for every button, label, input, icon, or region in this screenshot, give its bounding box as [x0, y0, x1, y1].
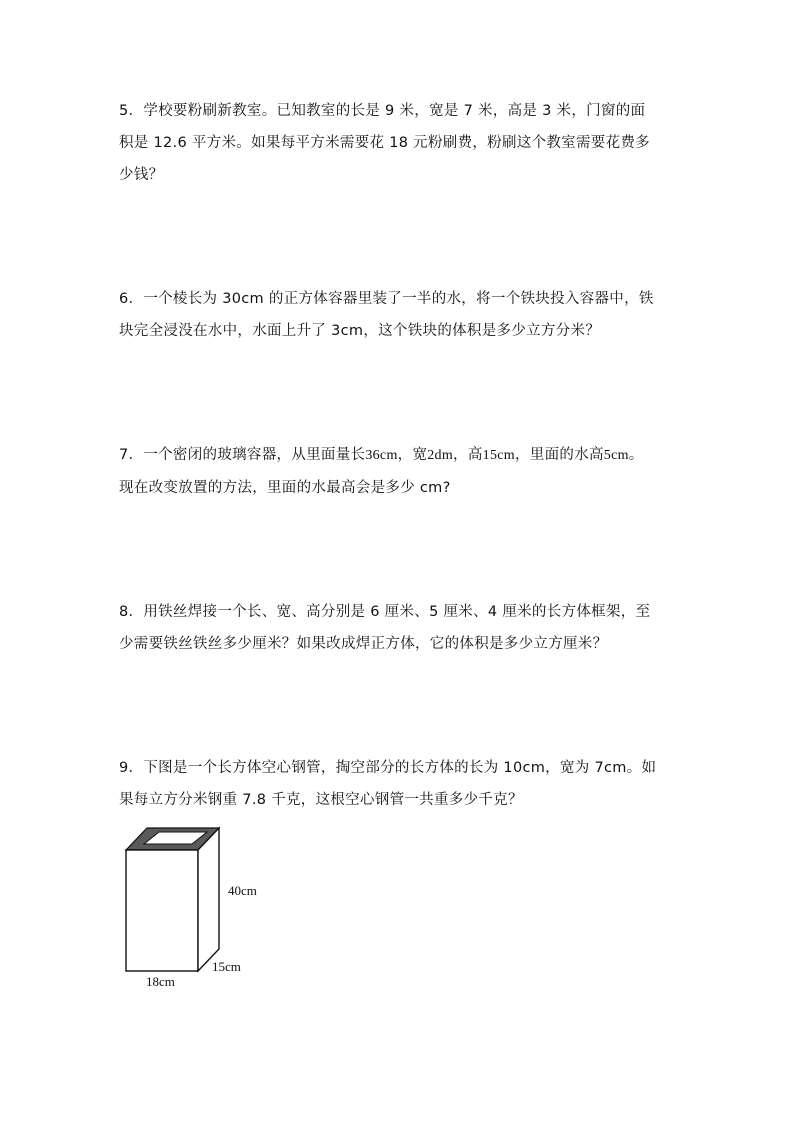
problem-7-text-d: ，里面的水高 — [514, 447, 604, 463]
length-label: 18cm — [146, 974, 175, 989]
problem-7-line-2: 现在改变放置的方法，里面的水最高会是多少 cm? — [119, 480, 451, 496]
length-value: 36cm — [365, 448, 398, 463]
hollow-steel-pipe-figure — [118, 820, 278, 995]
problem-7-line-1 — [119, 439, 679, 472]
problem-7-text-a: 7．一个密闭的玻璃容器，从里面量长 — [119, 447, 366, 463]
problem-9-line-1: 9．下图是一个长方体空心钢管，掏空部分的长方体的长为 10cm，宽为 7cm。如 — [119, 760, 657, 776]
problem-6-line-2: 块完全浸没在水中，水面上升了 3cm，这个铁块的体积是多少立方分米？ — [119, 323, 601, 339]
pipe-side-face — [198, 828, 219, 971]
problem-6-line-1: 6．一个棱长为 30cm 的正方体容器里装了一半的水，将一个铁块投入容器中，铁 — [119, 291, 654, 307]
height-label: 40cm — [228, 883, 257, 898]
problem-8 — [119, 596, 679, 660]
problem-7-text-e: 。 — [628, 447, 644, 463]
problem-5-line-1: 5．学校要粉刷新教室。已知教室的长是 9 米，宽是 7 米，高是 3 米，门窗的面 — [119, 103, 646, 119]
height-value: 15cm — [482, 448, 515, 463]
width-value: 2dm — [427, 448, 454, 463]
problem-9-line-2: 果每立方分米钢重 7.8 千克，这根空心钢管一共重多少千克？ — [119, 792, 523, 808]
pipe-front-face — [126, 850, 198, 971]
problem-7-text-c: ，高 — [453, 447, 483, 463]
problem-5-line-3: 少钱？ — [119, 167, 164, 183]
problem-7-text-b: ，宽 — [397, 447, 428, 463]
problem-5-line-2: 积是 12.6 平方米。如果每平方米需要花 18 元粉刷费，粉刷这个教室需要花费多 — [119, 135, 650, 151]
water-height-value: 5cm — [603, 448, 629, 463]
problem-9 — [119, 752, 679, 816]
problem-8-line-1: 8．用铁丝焊接一个长、宽、高分别是 6 厘米、5 厘米、4 厘米的长方体框架，至 — [119, 604, 651, 620]
width-label: 15cm — [212, 959, 241, 974]
problem-6 — [119, 283, 679, 347]
problem-8-line-2: 少需要铁丝铁丝多少厘米？如果改成焊正方体，它的体积是多少立方厘米？ — [119, 636, 608, 652]
problem-7 — [119, 439, 679, 504]
problem-5 — [119, 95, 679, 191]
